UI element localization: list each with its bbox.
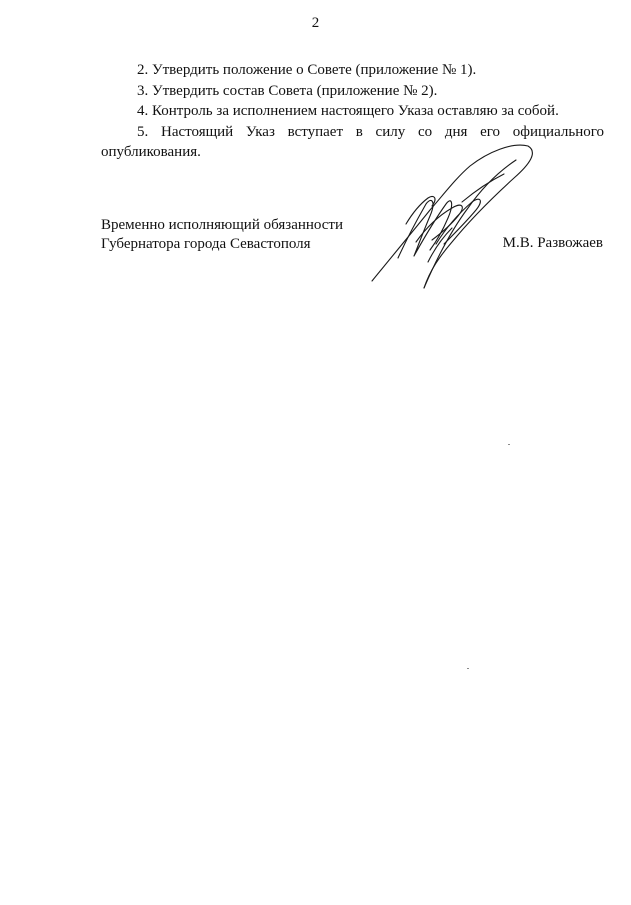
signatory-title-line1: Временно исполняющий обязанности <box>101 217 344 233</box>
paragraph-text: Контроль за исполнением настоящего Указа оставляю за собой. <box>152 103 559 119</box>
page-number: 2 <box>311 15 320 31</box>
paragraph-text: Утвердить положение о Совете (приложение № 1). <box>152 62 477 78</box>
handwritten-signature <box>362 138 542 308</box>
scan-speck <box>467 668 469 669</box>
paragraph-number: 3 . <box>137 83 152 99</box>
paragraph-3 <box>101 81 604 102</box>
signatory-title-line2: Губернатора города Севастополя <box>101 236 311 252</box>
paragraph-number: 4 . <box>137 103 152 119</box>
scan-speck <box>508 444 510 445</box>
paragraph-number: 2 . <box>137 62 152 78</box>
paragraph-text: Утвердить состав Совета (приложение № 2). <box>152 82 438 99</box>
paragraph-2 <box>101 60 604 81</box>
signatory-name: М.В. Развожаев <box>502 235 603 251</box>
signatory-title <box>101 216 343 254</box>
paragraph-4 <box>101 101 604 122</box>
paragraph-text: Настоящий Указ вступает в силу со дня его официального опубликования. <box>101 123 604 160</box>
paragraph-number: 5 . <box>137 124 161 140</box>
